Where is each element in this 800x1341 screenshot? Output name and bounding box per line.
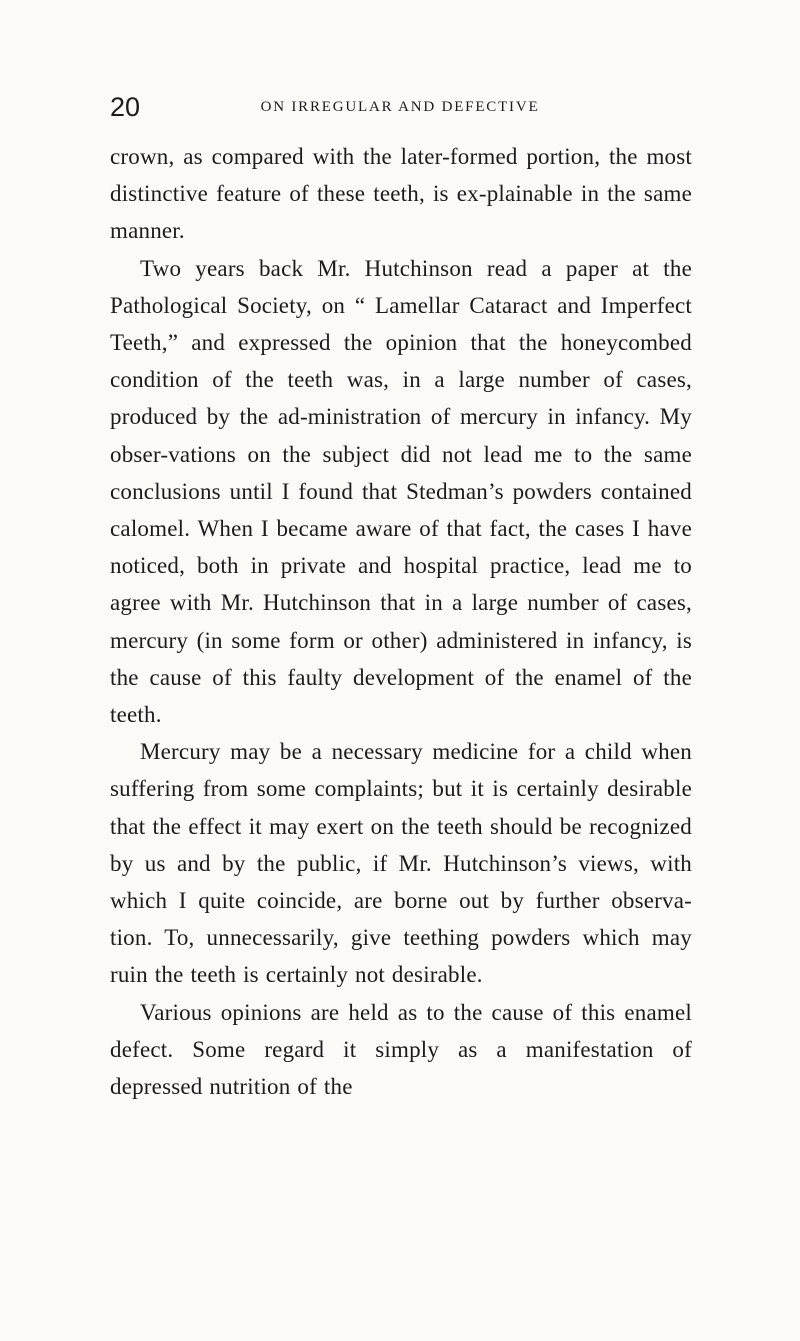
paragraph-mercury: Mercury may be a necessary medicine for a child when suffering from some complaints; but it is certainly desirable that the effect it may exert on the teeth should be recognized by us and by the public, if Mr. Hutchinson’s views, with which I quite coincide, are borne out by further observa-tion. To, unnecessarily, give teething powders which may ruin the teeth is certainly not desirable. bbox=[110, 739, 692, 988]
paragraph-hutchinson: Two years back Mr. Hutchinson read a paper at the Pathological Society, on “ Lamellar Cataract and Imperfect Teeth,” and expressed the opinion that the honeycombed condition of the teeth was, in a large number of cases, produced by the ad-ministration of mercury in infancy. My obser-vations on the subject did not lead me to the same conclusions until I found that Stedman’s powders contained calomel. When I became aware of that fact, the cases I have noticed, both in private and hospital practice, lead me to agree with Mr. Hutchinson that in a large number of cases, mercury (in some form or other) administered in infancy, is the cause of this faulty development of the enamel of the teeth. bbox=[110, 255, 692, 728]
running-head bbox=[0, 92, 800, 122]
paragraph-continuation: crown, as compared with the later-formed portion, the most distinctive feature of these teeth, is ex-plainable in the same manner. bbox=[110, 144, 692, 244]
running-title: ON IRREGULAR AND DEFECTIVE bbox=[260, 99, 540, 115]
page-number: 20 bbox=[110, 92, 141, 122]
body-text bbox=[110, 138, 692, 1105]
paragraph-various-opinions: Various opinions are held as to the cause of this enamel defect. Some regard it simply as a manifestation of depressed nutrition of the bbox=[110, 999, 692, 1100]
